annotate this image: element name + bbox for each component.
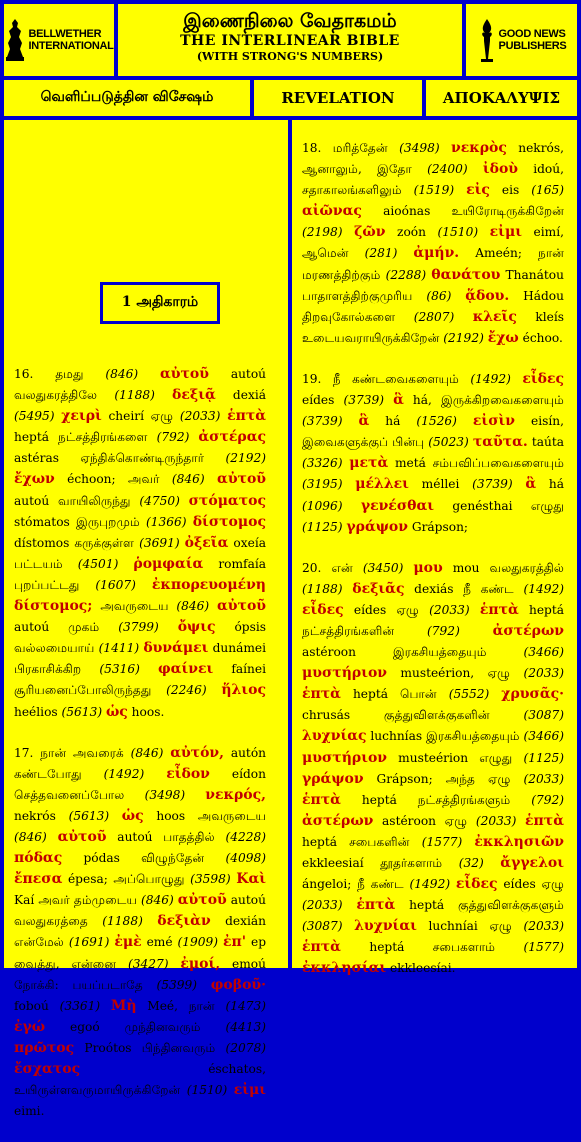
- verse-17: [14, 743, 266, 1123]
- right-verses: [302, 138, 564, 1000]
- goodnews-logo: [466, 4, 577, 76]
- bellwether-icon: [4, 17, 26, 63]
- verse-20: [302, 558, 564, 980]
- verse-text: நீ கண்டவைகளையும் (1492) εἶδες eídes (3739) ἃ há, இருக்கிறவைகளையும் (3739) ἃ há (1526) εἰσὶν eisín, இவைகளுக்குப் பின்பு (5023) ταῦτα. taúta (3326) μετὰ metá சம்பவிப்பவைகளையும் (3195) μέλλει méllei (3739) ἃ há (1096) γενέσθαι genésthai எழுது (1125) γράψον Grápson;: [302, 370, 565, 535]
- verse-text: மரித்தேன் (3498) νεκρὸς nekrós, ஆனாலும், இதோ (2400) ἰδοὺ idoú, சதாகாலங்களிலும் (1519) εἰς eis (165) αἰῶνας aioónas உயிரோடிருக்கிறேன் (2198) ζῶν zoón (1510) εἰμι eimí, ஆமென் (281) ἀμήν. Ameén; நான் மரணத்திற்கும் (2288) θανάτου Thanátou பாதாளத்திற்குமுரிய (86) ᾅδου. Hádou திறவுகோல்களை (2807) κλεῖς kleís உடையவராயிருக்கிறேன் (2192) ἔχω échoo.: [302, 140, 565, 346]
- title-block: [118, 4, 462, 76]
- verse-text: நான் அவரைக் (846) αὐτόν, autón கண்டபோது (1492) εἶδον eídon செத்தவனைப்போல (3498) νεκρός, nekrós (5613) ὡς hoos அவருடைய (846) αὐτοῦ autoú பாதத்தில் (4228) πόδας pódas விழுந்தேன் (4098) ἔπεσα épesa; அப்பொழுது (3598) Καὶ Kaí அவர் தம்முடைய (846) αὐτοῦ autoú வலதுகரத்தை (1188) δεξιὰν dexián என்மேல் (1691) ἐμὲ emé (1909) ἐπ' ep வைத்து, என்னை (3427) ἐμοί, emoú நோக்கி: பயப்படாதே (5399) φοβοῦ· foboú (3361) Μὴ Meé, நான் (1473) ἐγώ egoó முந்தினவரும் (4413) πρῶτος Proótos பிந்தினவரும் (2078) ἔσχατος éschatos, உயிருள்ளவருமாயிருக்கிறேன் (1510) εἰμι eimi.: [14, 744, 267, 1119]
- title-english: THE INTERLINEAR BIBLE: [180, 33, 400, 49]
- book-name-english: REVELATION: [254, 80, 422, 116]
- verse-number: 19.: [302, 371, 322, 386]
- subtitle: (WITH STRONG'S NUMBERS): [196, 50, 384, 63]
- right-logo-line1: GOOD NEWS: [498, 28, 566, 40]
- right-column: [292, 120, 577, 977]
- verse-text: தமது (846) αὐτοῦ autoú வலதுகரத்திலே (1188) δεξιᾷ dexiá (5495) χειρὶ cheirí ஏழு (2033) ἑπτὰ heptá நட்சத்திரங்களை (792) ἀστέρας astéras ஏந்திக்கொண்டிருந்தார் (2192) ἔχων échoon; அவர் (846) αὐτοῦ autoú வாயிலிருந்து (4750) στόματος stómatos இருபுறமும் (1366) δίστομος dístomos கருக்குள்ள (3691) ὀξεῖα oxeía பட்டயம் (4501) ῥομφαία romfaía புறப்பட்டது (1607) ἐκπορευομένη δίστομος; அவருடைய (846) αὐτοῦ autoú முகம் (3799) ὄψις ópsis வல்லமையாய் (1411) δυνάμει dunámei பிரகாசிக்கிற (5316) φαίνει faínei சூரியனைப்போலிருந்தது (2246) ἥλιος heélios (5613) ὡς hoos.: [14, 366, 267, 720]
- chapter-label: 1 அதிகாரம்: [100, 282, 220, 324]
- verse-19: [302, 369, 564, 538]
- book-name-greek: ΑΠΟΚΑΛΥΨΙΣ: [426, 80, 577, 116]
- title-tamil: இணைநிலை வேதாகமம்: [183, 10, 397, 32]
- left-logo-line1: BELLWETHER: [28, 28, 102, 40]
- right-logo-line2: PUBLISHERS: [498, 40, 567, 52]
- left-verses: [14, 364, 266, 1142]
- verse-number: 17.: [14, 745, 34, 760]
- left-logo-line2: INTERNATIONAL: [28, 40, 114, 52]
- verse-number: 18.: [302, 141, 322, 155]
- bellwether-logo: [4, 4, 114, 76]
- verse-16: [14, 364, 266, 723]
- book-name-tamil: வெளிப்படுத்தின விசேஷம்: [4, 80, 250, 116]
- verse-number: 16.: [14, 367, 34, 381]
- torch-icon: [477, 17, 497, 63]
- verse-text: என் (3450) μου mou வலதுகரத்தில் (1188) δεξιᾶς dexiás நீ கண்ட (1492) εἶδες eídes ஏழு (2033) ἑπτὰ heptá நட்சத்திரங்களின் (792) ἀστέρων astéroon இரகசியத்தையும் (3466) μυστήριον musteérion, ஏழு (2033) ἑπτὰ heptá பொன் (5552) χρυσᾶς· chrusás குத்துவிளக்குகளின் (3087) λυχνίας luchnías இரகசியத்தையும் (3466) μυστήριον musteérion எழுது (1125) γράψον Grápson; அந்த ஏழு (2033) ἑπτὰ heptá நட்சத்திரங்களும் (792) ἀστέρων astéroon ஏழு (2033) ἑπτὰ heptá சபைகளின் (1577) ἐκκλησιῶν ekkleesiaí தூதர்களாம் (32) ἄγγελοι ángeloi; நீ கண்ட (1492) εἶδες eídes ஏழு (2033) ἑπτὰ heptá குத்துவிளக்குகளும் (3087) λυχνίαι luchníai ஏழு (2033) ἑπτὰ heptá சபைகளாம் (1577) ἐκκλησίαι ekkleesíai.: [302, 559, 565, 977]
- verse-18: [302, 138, 564, 349]
- verse-number: 20.: [302, 560, 322, 575]
- left-column: [4, 120, 288, 1119]
